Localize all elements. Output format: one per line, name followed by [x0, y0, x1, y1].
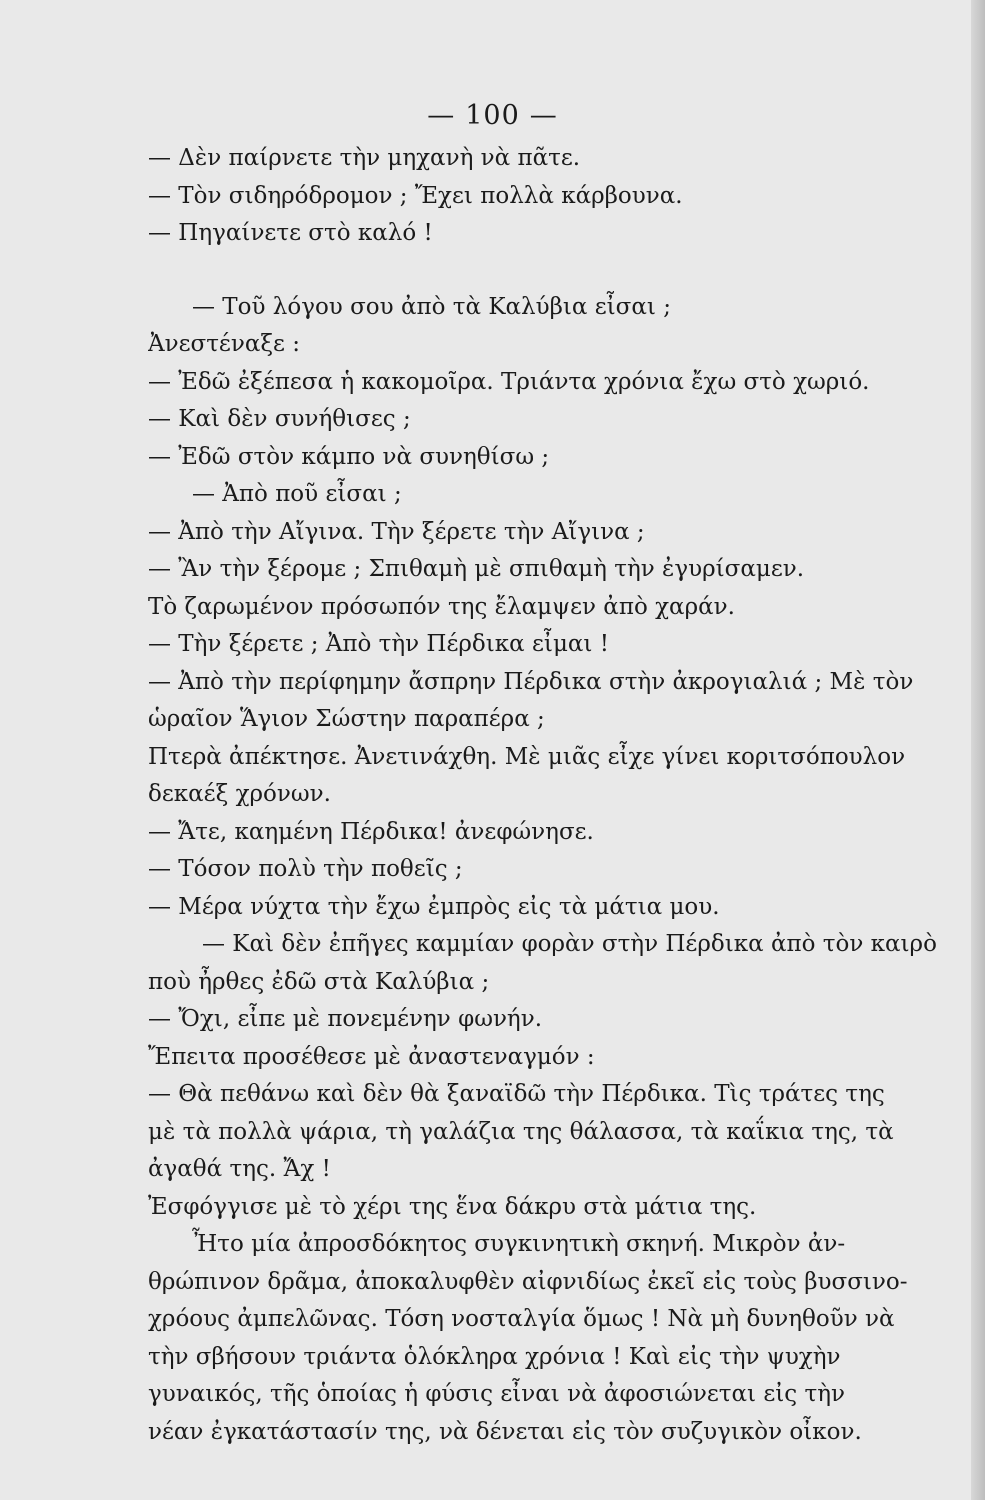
text-line: Ἔπειτα προσέθεσε μὲ ἀναστεναγμόν : [148, 1043, 595, 1070]
text-line: δεκαέξ χρόνων. [148, 781, 331, 807]
text-line: Ἀνεστέναξε : [148, 331, 301, 357]
text-line: — Τὸν σιδηρόδρομον ; Ἔχει πολλὰ κάρβουνα. [148, 182, 683, 209]
text-line: — Ἐδῶ ἐξέπεσα ἡ κακομοῖρα. Τριάντα χρόνια ἔχω στὸ χωριό. [148, 368, 870, 395]
text-line: ποὺ ἦρθες ἐδῶ στὰ Καλύβια ; [148, 968, 490, 995]
text-line: — Ἐδῶ στὸν κάμπο νὰ συνηθίσω ; [148, 443, 550, 470]
page-header [0, 100, 985, 131]
text-line: τὴν σβήσουν τριάντα ὁλόκληρα χρόνια ! Καὶ εἰς τὴν ψυχὴν [148, 1343, 841, 1370]
text-line: — Τοῦ λόγου σου ἀπὸ τὰ Καλύβια εἶσαι ; [192, 293, 671, 320]
text-line: νέαν ἐγκατάστασίν της, νὰ δένεται εἰς τὸν συζυγικὸν οἶκον. [148, 1418, 862, 1445]
page-number: 100 [465, 100, 520, 131]
text-line: Πτερὰ ἀπέκτησε. Ἀνετινάχθη. Μὲ μιᾶς εἶχε γίνει κοριτσόπουλον [148, 743, 906, 770]
paragraph-gap [148, 253, 968, 289]
text-line: — Ἄτε, καημένη Πέρδικα! ἀνεφώνησε. [148, 818, 594, 845]
text-line: Ἐσφόγγισε μὲ τὸ χέρι της ἕνα δάκρυ στὰ μάτια της. [148, 1193, 757, 1220]
text-line: — Τὴν ξέρετε ; Ἀπὸ τὴν Πέρδικα εἶμαι ! [148, 631, 609, 657]
text-line: ἀγαθά της. Ἄχ ! [148, 1156, 331, 1182]
text-line: θρώπινον δρᾶμα, ἀποκαλυφθὲν αἰφνιδίως ἐκεῖ εἰς τοὺς βυσσινο- [148, 1268, 908, 1295]
text-line: — Πηγαίνετε στὸ καλό ! [148, 220, 433, 246]
text-line: — Ἀπὸ τὴν περίφημην ἄσπρην Πέρδικα στὴν ἀκρογιαλιά ; Μὲ τὸν [148, 668, 914, 695]
text-line: — Ἀπὸ ποῦ εἶσαι ; [192, 481, 402, 507]
text-line: χρόους ἀμπελῶνας. Τόση νοσταλγία ὅμως ! Νὰ μὴ δυνηθοῦν νὰ [148, 1306, 895, 1332]
text-line: γυναικός, τῆς ὁποίας ἡ φύσις εἶναι νὰ ἀφοσιώνεται εἰς τὴν [148, 1381, 845, 1407]
text-line: — Ἀπὸ τὴν Αἴγινα. Τὴν ξέρετε τὴν Αἴγινα ; [148, 518, 645, 545]
text-line: Τὸ ζαρωμένον πρόσωπόν της ἔλαμψεν ἀπὸ χαράν. [148, 593, 735, 620]
text-line: — Ὄχι, εἶπε μὲ πονεμένην φωνήν. [148, 1006, 543, 1032]
text-line: — Ἂν τὴν ξέρομε ; Σπιθαμὴ μὲ σπιθαμὴ τὴν ἐγυρίσαμεν. [148, 556, 805, 582]
text-line: — Μέρα νύχτα τὴν ἔχω ἐμπρὸς εἰς τὰ μάτια μου. [148, 893, 720, 920]
page-edge-shadow [971, 0, 985, 1500]
text-line: — Δὲν παίρνετε τὴν μηχανὴ νὰ πᾶτε. [148, 145, 581, 171]
text-line: — Καὶ δὲν ἐπῆγες καμμίαν φορὰν στὴν Πέρδικα ἀπὸ τὸν καιρὸ [202, 931, 937, 957]
text-line: μὲ τὰ πολλὰ ψάρια, τὴ γαλάζια της θάλασσα, τὰ καΐκια της, τὰ [148, 1118, 894, 1145]
text-line: — Καὶ δὲν συνήθισες ; [148, 406, 411, 432]
text-line: — Τόσον πολὺ τὴν ποθεῖς ; [148, 856, 463, 882]
header-dash-right: — [529, 100, 558, 131]
page-body-text [148, 140, 968, 1451]
header-dash-left: — [427, 100, 456, 131]
text-line: Ἦτο μία ἀπροσδόκητος συγκινητικὴ σκηνή. Μικρὸν ἀν- [192, 1231, 846, 1257]
text-line: ὡραῖον Ἅγιον Σώστην παραπέρα ; [148, 706, 545, 732]
text-line: — Θὰ πεθάνω καὶ δὲν θὰ ξαναϊδῶ τὴν Πέρδικα. Τὶς τράτες της [148, 1081, 885, 1107]
